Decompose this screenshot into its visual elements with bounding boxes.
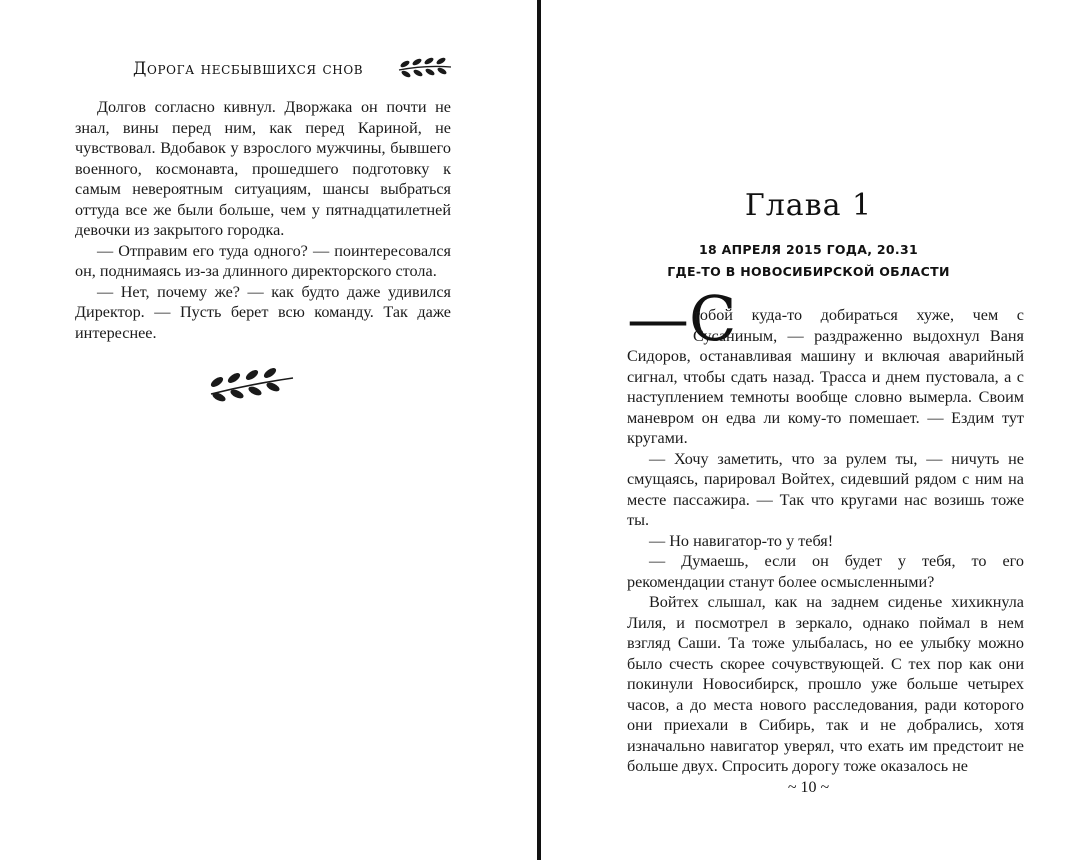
drop-cap: —С: [627, 282, 737, 355]
first-paragraph: [627, 305, 1024, 449]
chapter-date-line: 18 АПРЕЛЯ 2015 ГОДА, 20.31: [699, 242, 918, 257]
page-number: ~ 10 ~: [787, 779, 830, 796]
paragraph: Войтех слышал, как на заднем сиденье хихикнула Лиля, и посмотрел в зеркало, однако поймал в нем взгляд Саши. Та тоже улыбалась, но ее улыбку можно было счесть скорее сочувствующей. С тех пор как они покинули Новосибирск, прошло уже больше четырех часов, а до места нового расследования, ради которого они приехали в Сибирь, так и не добрались, хотя изначально навигатор уверял, что ехать им предстоит не больше двух. Спросить дорогу тоже оказалось не: [627, 593, 1024, 775]
right-page-body: [627, 305, 1024, 777]
paragraph: — Хочу заметить, что за рулем ты, — ничуть не смущаясь, парировал Войтех, сидевший рядом с ним на месте пассажира. — Так что кругами нас возишь тоже ты.: [627, 449, 1024, 529]
section-break-ornament: [207, 366, 297, 411]
left-page-body: [75, 97, 451, 343]
paragraph: Долгов согласно кивнул. Дворжака он почти не знал, вины перед ним, как перед Кариной, не чувствовал. Вдобавок у взрослого мужчины, бывшего военного, космонавта, прошедшего подготовку к самым невероятным ситуациям, шансы выбраться оттуда все же были больше, чем у пятнадцатилетней девочки из закрытого городка.: [75, 98, 451, 239]
paragraph: — Но навигатор-то у тебя!: [649, 531, 834, 550]
laurel-branch-icon: [207, 366, 297, 406]
paragraph: — Нет, почему же? — как будто даже удивился Директор. — Пусть берет всю команду. Так даже интереснее.: [75, 282, 451, 342]
chapter-place-line: ГДЕ-ТО В НОВОСИБИРСКОЙ ОБЛАСТИ: [667, 264, 950, 279]
paragraph: — Отправим его туда одного? — поинтересовался он, поднимаясь из-за длинного директорского стола.: [75, 241, 451, 280]
running-header: [133, 55, 453, 81]
laurel-branch-icon: [397, 55, 453, 86]
first-paragraph-text: тобой куда-то добираться хуже, чем с Сусаниным, — раздраженно выдохнул Ваня Сидоров, останавливая машину и включая аварийный сигнал, чтобы сдать назад. Трасса и днем пустовала, а с наступлением темноты вообще словно вымерла. Своим маневром он едва ли кому-то помешает. — Ездим тут кругами.: [627, 306, 1024, 447]
paragraph: — Думаешь, если он будет у тебя, то его рекомендации станут более осмысленными?: [627, 552, 1024, 591]
chapter-title: Глава 1: [744, 188, 873, 223]
running-title: Дорога несбывшихся снов: [133, 58, 364, 78]
